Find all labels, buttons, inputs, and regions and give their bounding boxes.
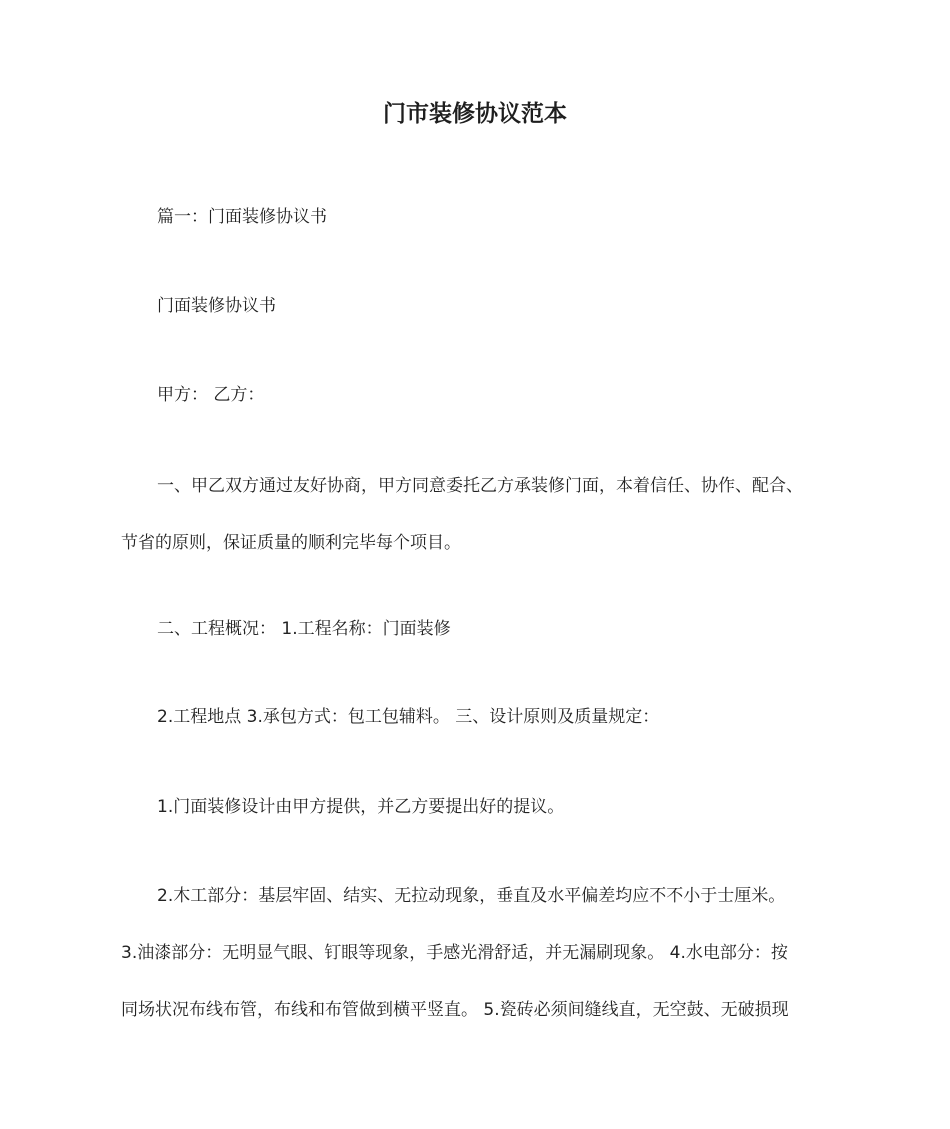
clause-2-paragraph: 二、工程概况： 1.工程名称：门面装修 [157, 619, 451, 639]
agreement-heading: 门面装修协议书 [157, 296, 276, 316]
clause-5-line-2: 3.油漆部分：无明显气眼、钉眼等现象，手感光滑舒适，并无漏刷现象。 4.水电部分：按 [121, 943, 788, 963]
clause-1-paragraph [121, 458, 841, 572]
clause-5-paragraph [121, 868, 841, 1039]
clause-1-line-1: 一、甲乙双方通过友好协商，甲方同意委托乙方承装修门面，本着信任、协作、配合、 [157, 476, 803, 496]
clause-5-line-3: 同场状况布线布管，布线和布管做到横平竖直。 5.瓷砖必须间缝线直，无空鼓、无破损现 [121, 1000, 789, 1020]
document-title: 门市装修协议范本 [383, 101, 567, 127]
parties-line: 甲方： 乙方： [157, 385, 265, 405]
clause-4-paragraph: 1.门面装修设计由甲方提供，并乙方要提出好的提议。 [157, 797, 565, 817]
clause-3-paragraph: 2.工程地点 3.承包方式：包工包辅料。 三、设计原则及质量规定： [157, 707, 660, 727]
clause-5-line-1: 2.木工部分：基层牢固、结实、无拉动现象，垂直及水平偏差均应不不小于士厘米。 [157, 886, 786, 906]
section-heading: 篇一：门面装修协议书 [157, 207, 327, 227]
clause-1-line-2: 节省的原则，保证质量的顺利完毕每个项目。 [121, 533, 461, 553]
